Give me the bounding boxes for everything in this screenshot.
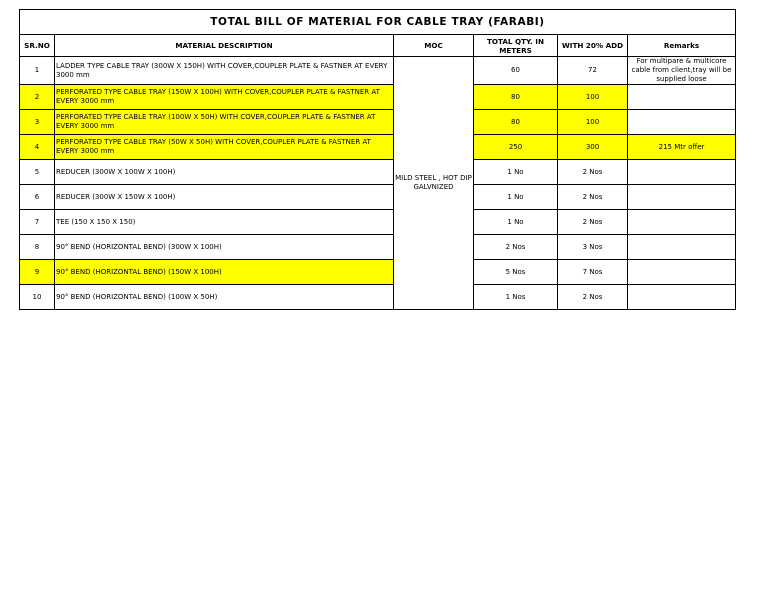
description-cell: PERFORATED TYPE CABLE TRAY (100W X 50H) WITH COVER,COUPLER PLATE & FASTNER AT EVERY 3000 mm (55, 110, 394, 135)
table-row (20, 285, 736, 310)
header-sr-no: SR.NO (20, 35, 55, 57)
total-qty-cell: 80 (474, 110, 558, 135)
header-description: MATERIAL DESCRIPTION (55, 35, 394, 57)
with-add-cell: 72 (558, 57, 628, 85)
total-qty-cell: 80 (474, 85, 558, 110)
sr-no-cell: 4 (20, 135, 55, 160)
remarks-cell (628, 260, 736, 285)
remarks-cell (628, 235, 736, 260)
total-qty-cell: 1 No (474, 185, 558, 210)
header-remarks: Remarks (628, 35, 736, 57)
total-qty-cell: 1 No (474, 210, 558, 235)
total-qty-cell: 250 (474, 135, 558, 160)
remarks-cell: For multipare & multicore cable from client,tray will be supplied loose (628, 57, 736, 85)
total-qty-cell: 1 Nos (474, 285, 558, 310)
moc-cell: MILD STEEL , HOT DIP GALVNIZED (394, 57, 474, 310)
sr-no-cell: 9 (20, 260, 55, 285)
description-cell: REDUCER (300W X 100W X 100H) (55, 160, 394, 185)
description-cell: 90° BEND (HORIZONTAL BEND) (100W X 50H) (55, 285, 394, 310)
description-cell: LADDER TYPE CABLE TRAY (300W X 150H) WITH COVER,COUPLER PLATE & FASTNER AT EVERY 3000 mm (55, 57, 394, 85)
description-cell: 90° BEND (HORIZONTAL BEND) (150W X 100H) (55, 260, 394, 285)
with-add-cell: 3 Nos (558, 235, 628, 260)
sr-no-cell: 3 (20, 110, 55, 135)
remarks-cell: 215 Mtr offer (628, 135, 736, 160)
header-total-qty: TOTAL QTY. IN METERS (474, 35, 558, 57)
remarks-cell (628, 110, 736, 135)
sr-no-cell: 8 (20, 235, 55, 260)
table-row (20, 160, 736, 185)
description-cell: TEE (150 X 150 X 150) (55, 210, 394, 235)
table-row (20, 85, 736, 110)
with-add-cell: 300 (558, 135, 628, 160)
sr-no-cell: 6 (20, 185, 55, 210)
description-cell: 90° BEND (HORIZONTAL BEND) (300W X 100H) (55, 235, 394, 260)
sr-no-cell: 7 (20, 210, 55, 235)
remarks-cell (628, 85, 736, 110)
table-row (20, 185, 736, 210)
description-cell: PERFORATED TYPE CABLE TRAY (50W X 50H) WITH COVER,COUPLER PLATE & FASTNER AT EVERY 3000 mm (55, 135, 394, 160)
bill-of-material-table (19, 9, 736, 310)
with-add-cell: 100 (558, 110, 628, 135)
total-qty-cell: 1 No (474, 160, 558, 185)
sr-no-cell: 2 (20, 85, 55, 110)
total-qty-cell: 2 Nos (474, 235, 558, 260)
total-qty-cell: 60 (474, 57, 558, 85)
with-add-cell: 100 (558, 85, 628, 110)
remarks-cell (628, 185, 736, 210)
sr-no-cell: 1 (20, 57, 55, 85)
remarks-cell (628, 210, 736, 235)
description-cell: PERFORATED TYPE CABLE TRAY (150W X 100H) WITH COVER,COUPLER PLATE & FASTNER AT EVERY 3000 mm (55, 85, 394, 110)
with-add-cell: 2 Nos (558, 285, 628, 310)
with-add-cell: 2 Nos (558, 160, 628, 185)
table-title: TOTAL BILL OF MATERIAL FOR CABLE TRAY (FARABI) (20, 10, 736, 35)
table-row (20, 135, 736, 160)
sr-no-cell: 5 (20, 160, 55, 185)
table-row (20, 57, 736, 85)
table-row (20, 260, 736, 285)
header-row (20, 35, 736, 57)
description-cell: REDUCER (300W X 150W X 100H) (55, 185, 394, 210)
table-row (20, 210, 736, 235)
with-add-cell: 7 Nos (558, 260, 628, 285)
header-moc: MOC (394, 35, 474, 57)
table-row (20, 110, 736, 135)
remarks-cell (628, 285, 736, 310)
table-row (20, 235, 736, 260)
with-add-cell: 2 Nos (558, 185, 628, 210)
total-qty-cell: 5 Nos (474, 260, 558, 285)
sr-no-cell: 10 (20, 285, 55, 310)
with-add-cell: 2 Nos (558, 210, 628, 235)
remarks-cell (628, 160, 736, 185)
header-with-add: WITH 20% ADD (558, 35, 628, 57)
